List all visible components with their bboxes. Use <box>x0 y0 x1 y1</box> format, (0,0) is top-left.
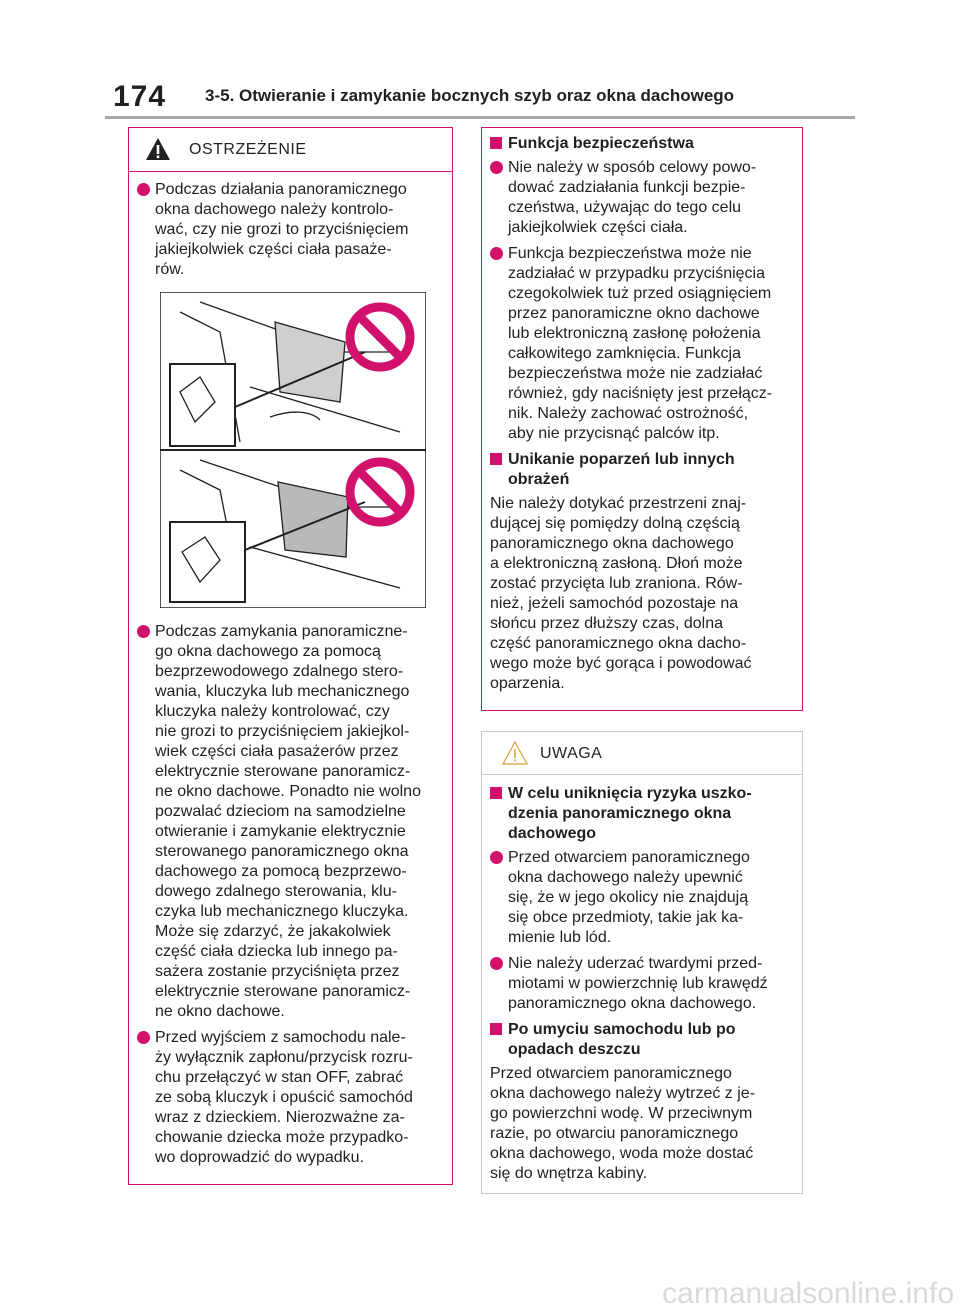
bullet-icon <box>490 851 503 864</box>
page-header <box>105 80 855 120</box>
square-bullet-icon <box>490 787 502 799</box>
safety-box <box>481 127 803 711</box>
section-title: 3-5. Otwieranie i zamykanie bocznych szyb oraz okna dachowego <box>205 86 735 105</box>
safety-content <box>490 134 796 700</box>
notice-heading-2: Po umyciu samochodu lub po opadach deszczu <box>490 1020 796 1060</box>
square-bullet-icon <box>490 1023 502 1035</box>
warning-item-3: Przed wyjściem z samochodu nale- ży wyłącznik zapłonu/przycisk rozru- chu przełączyć w stan OFF, zabrać ze sobą kluczyk i opuścić samochód wraz z dzieckiem. Nierozważne za- chowanie dziecka może przypadko- wo doprowadzić do wypadku. <box>137 1028 446 1168</box>
notice-header <box>482 732 802 775</box>
warning-content <box>137 180 446 286</box>
watermark: carmanualsonline.info <box>662 1277 954 1310</box>
warning-box <box>128 127 453 1185</box>
safety-item-2: Funkcja bezpieczeństwa może nie zadziałać w przypadku przyciśnięcia czegokolwiek tuż przed osiągnięciem przez panoramiczne okno dachowe lub elektroniczną zasłonę położenia całkowitego zamknięcia. Funkcja bezpieczeństwa może nie zadziałać również, gdy naciśnięty jest przełącz- nik. Należy zachować ostrożność, aby nie przycisnąć palców itp. <box>490 244 796 444</box>
bullet-icon <box>490 247 503 260</box>
safety-item-1: Nie należy w sposób celowy powo- dować zadziałania funkcji bezpie- czeństwa, używając do tego celu jakiejkolwiek części ciała. <box>490 158 796 238</box>
bullet-icon <box>137 183 150 196</box>
warning-content-lower <box>137 622 446 1174</box>
warning-triangle-icon <box>145 137 171 161</box>
burns-paragraph: Nie należy dotykać przestrzeni znaj- dującej się pomiędzy dolną częścią panoramicznego okna dachowego a elektroniczną zasłoną. Dłoń może zostać przycięta lub zraniona. Rów- nież, jeżeli samochód pozostaje na słońcu przez dłuższy czas, dolna część panoramicznego okna dacho- wego może być gorąca i powodować oparzenia. <box>490 495 752 692</box>
header-divider <box>105 116 855 119</box>
warning-header <box>129 128 452 172</box>
sunroof-pinch-illustration <box>160 292 426 608</box>
notice-box <box>481 731 803 1194</box>
warning-item-2: Podczas zamykania panoramiczne- go okna dachowego za pomocą bezprzewodowego zdalnego stero- wania, kluczyka lub mechanicznego kluczyka należy kontrolować, czy nie grozi to przyciśnięciem jakiejkol- wiek części ciała pasażerów przez elektrycznie sterowane panoramicz- ne okno dachowe. Ponadto nie wolno pozwalać dzieciom na samodzielne otwieranie i zamykanie elektrycznie sterowanego panoramicznego okna dachowego za pomocą bezprzewo- dowego zdalnego sterowania, klu- czyka lub mechanicznego kluczyka. Może się zdarzyć, że jakakolwiek część ciała dziecka lub innego pa- sażera zostanie przyciśnięta przez elektrycznie sterowane panoramicz- ne okno dachowe. <box>137 622 446 1022</box>
notice-heading-1: W celu uniknięcia ryzyka uszko- dzenia panoramicznego okna dachowego <box>490 784 796 844</box>
notice-item-2: Nie należy uderzać twardymi przed- miotami w powierzchnię lub krawędź panoramicznego okna dachowego. <box>490 954 796 1014</box>
bullet-icon <box>137 625 150 638</box>
page-number: 174 <box>113 80 167 113</box>
square-bullet-icon <box>490 453 502 465</box>
bullet-icon <box>490 957 503 970</box>
caution-triangle-icon <box>502 741 528 765</box>
notice-content <box>490 784 796 1190</box>
warning-label: OSTRZEŻENIE <box>189 141 307 158</box>
notice-label: UWAGA <box>540 745 603 762</box>
warning-item-1: Podczas działania panoramicznego okna dachowego należy kontrolo- wać, czy nie grozi to przyciśnięciem jakiejkolwiek części ciała pasaże- rów. <box>137 180 446 280</box>
burns-heading: Unikanie poparzeń lub innych obrażeń <box>490 450 796 490</box>
bullet-icon <box>490 161 503 174</box>
square-bullet-icon <box>490 137 502 149</box>
notice-paragraph: Przed otwarciem panoramicznego okna dachowego należy wytrzeć z je- go powierzchni wodę. W przeciwnym razie, po otwarciu panoramicznego okna dachowego, woda może dostać się do wnętrza kabiny. <box>490 1065 756 1182</box>
safety-heading: Funkcja bezpieczeństwa <box>490 134 796 154</box>
bullet-icon <box>137 1031 150 1044</box>
notice-item-1: Przed otwarciem panoramicznego okna dachowego należy upewnić się, że w jego okolicy nie znajdują się obce przedmioty, takie jak ka- mienie lub lód. <box>490 848 796 948</box>
